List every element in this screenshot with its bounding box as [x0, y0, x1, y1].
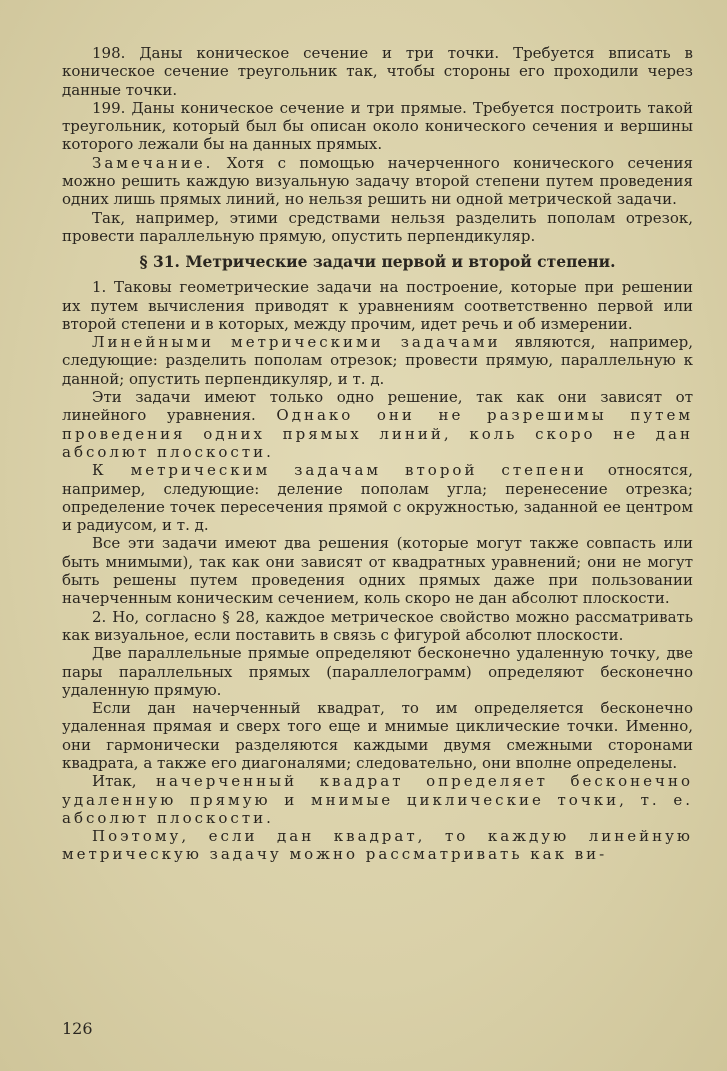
page-number: 126	[62, 1019, 93, 1038]
second-degree-text: относятся, например, следующие: деление пополам угла; перенесение отрезка; определение точек пересечения прямой с окружностью, заданной ее центром и радиусом, и т. д.	[62, 461, 694, 535]
linear-tasks-paragraph	[62, 333, 693, 388]
linear-text: являются, например, следующие: разделить пополам отрезок; провести прямую, параллельную к данной; опустить перпендикуляр, и т. д.	[62, 333, 693, 388]
parallel-lines-paragraph: Две параллельные прямые определяют бесконечно удаленную точку, две пары параллельных прямых (параллелограмм) определяют бесконечно удаленную прямую.	[62, 644, 693, 699]
remark-text: Хотя с помощью начерченного конического сечения можно решить каждую визуальную задачу второй степени путем проведения одних лишь прямых линий, но нельзя решить ни одной метрической задачи.	[62, 153, 693, 209]
two-solutions-paragraph: Все эти задачи имеют два решения (которые могут также совпасть или быть мнимыми), так как они зависят от квадратных уравнений; они не могут быть решены путем проведения одних прямых даже при пользовании начерченным коническим сечением, коль скоро не дан абсолют плоскости.	[62, 534, 693, 608]
problem-199: 199. Даны коническое сечение и три прямые. Требуется построить такой треугольник, который был бы описан около конического сечения и вершины которого лежали бы на данных прямых.	[62, 98, 693, 154]
conclusion-paragraph	[62, 772, 693, 827]
problem-198: 198. Даны коническое сечение и три точки. Требуется вписать в коническое сечение треугольник так, чтобы стороны его проходили через данные точки.	[62, 44, 693, 99]
final-paragraph: Поэтому, если дан квадрат, то каждую линейную метрическую задачу можно рассматривать как ви-	[62, 827, 693, 864]
remark-label: Замечание.	[92, 153, 214, 172]
second-degree-term: К метрическим задачам второй степени	[92, 461, 587, 480]
section-title: § 31. Метрические задачи первой и второй степени.	[139, 252, 616, 272]
remark-example: Так, например, этими средствами нельзя разделить пополам отрезок, провести параллельную прямую, опустить перпендикуляр.	[62, 208, 693, 245]
conclusion-spaced: начерченный квадрат определяет бесконечно удаленную прямую и мнимые циклические точки, т. е. абсолют плоскости.	[62, 772, 694, 827]
section-paragraph-1: 1. Таковы геометрические задачи на построение, которые при решении их путем вычисления приводят к уравнениям соответственно первой или второй степени и в которых, между прочим, идет речь и об измерении.	[62, 278, 693, 333]
second-degree-paragraph	[62, 461, 693, 534]
one-solution-paragraph	[62, 388, 693, 461]
one-solution-text: Эти задачи имеют только одно решение, так как они зависят от линейного уравнения.	[62, 388, 693, 425]
one-solution-spaced: Однако они не разрешимы путем проведения одних прямых линий, коль скоро не дан абсолют плоскости.	[62, 406, 693, 461]
square-paragraph: Если дан начерченный квадрат, то им определяется бесконечно удаленная прямая и сверх того еще и мнимые циклические точки. Именно, они гармонически разделяются каждыми двумя смежными сторонами квадрата, а также его диагоналями; следовательно, они вполне определены.	[62, 699, 693, 772]
linear-term: Линейными метрическими задачами	[92, 333, 501, 352]
conclusion-prefix: Итак,	[92, 772, 157, 791]
remark-paragraph	[62, 154, 693, 209]
section-paragraph-2: 2. Но, согласно § 28, каждое метрическое свойство можно рассматривать как визуальное, если поставить в связь с фигурой абсолют плоскости.	[62, 607, 693, 644]
